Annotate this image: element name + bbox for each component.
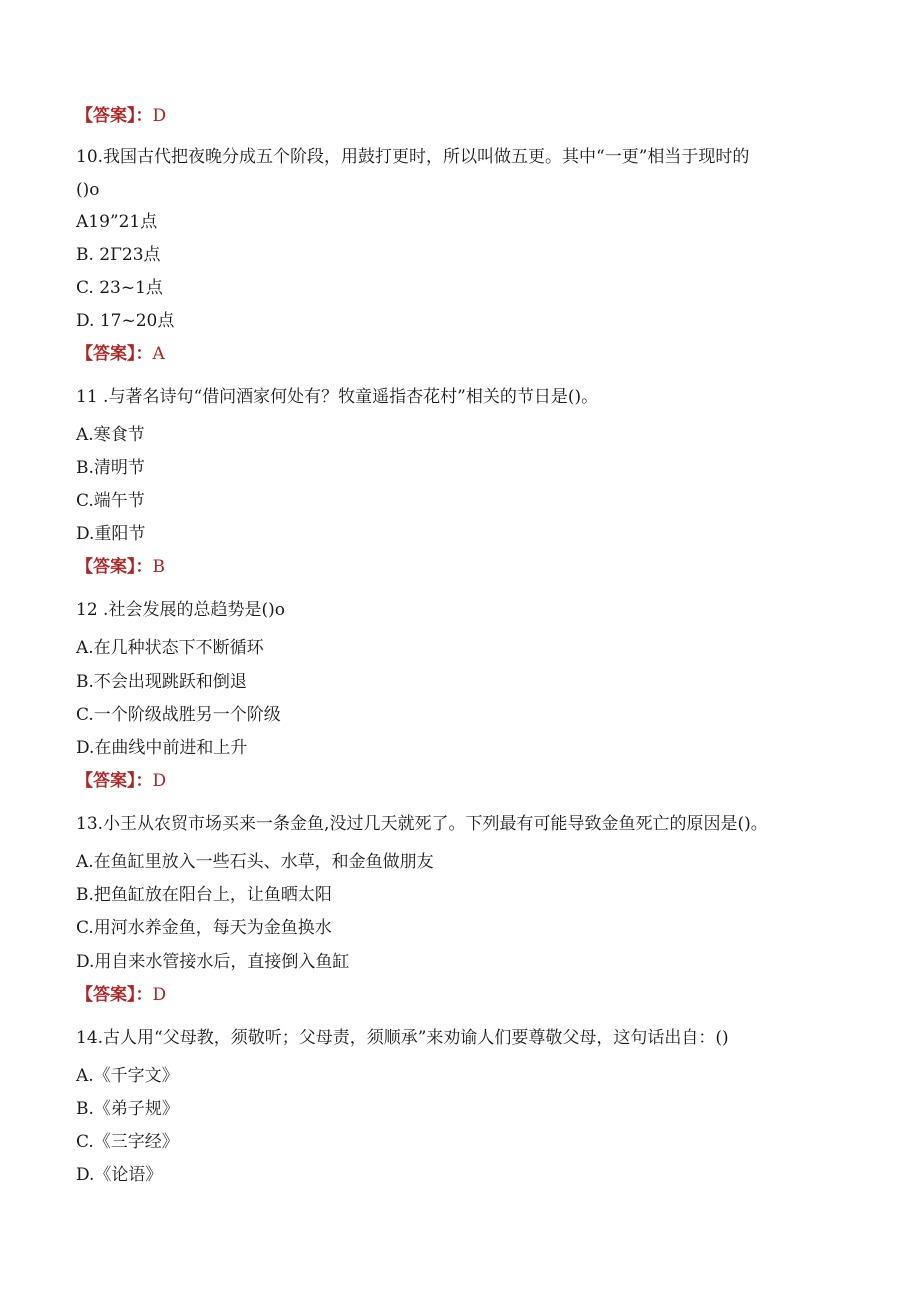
answer-line xyxy=(76,104,166,128)
option-d: D.《论语》 xyxy=(76,1165,163,1185)
option-c: C.一个阶级战胜另一个阶级 xyxy=(76,705,281,725)
question-10-text-cont: ()o xyxy=(76,180,100,200)
question-12-text: 12 .社会发展的总趋势是()o xyxy=(76,600,285,620)
option-b: B.《弟子规》 xyxy=(76,1099,179,1119)
option-a: A.寒食节 xyxy=(76,425,145,445)
answer-value: D xyxy=(152,106,167,126)
option-b: B.清明节 xyxy=(76,458,145,478)
option-d: D.在曲线中前进和上升 xyxy=(76,738,248,758)
option-b: B.把鱼缸放在阳台上，让鱼晒太阳 xyxy=(76,885,332,905)
answer-label: 【答案】： xyxy=(76,106,153,126)
answer-value: D xyxy=(152,771,167,791)
option-d: D. 17~20点 xyxy=(76,311,175,331)
answer-value: B xyxy=(152,557,165,577)
option-c: C. 23~1点 xyxy=(76,278,163,298)
question-14-text: 14.古人用“父母教，须敬听；父母责，须顺承”来劝谕人们要尊敬父母，这句话出自：() xyxy=(76,1028,729,1048)
option-a: A.在几种状态下不断循环 xyxy=(76,638,264,658)
option-d: D.用自来水管接水后，直接倒入鱼缸 xyxy=(76,952,350,972)
option-a: A.在鱼缸里放入一些石头、水草，和金鱼做朋友 xyxy=(76,852,434,872)
option-b: B.不会出现跳跃和倒退 xyxy=(76,672,247,692)
answer-line xyxy=(76,342,165,366)
option-b: B. 2Γ23点 xyxy=(76,245,161,265)
answer-label: 【答案】： xyxy=(76,771,153,791)
answer-value: D xyxy=(152,985,167,1005)
question-13-text: 13.小王从农贸市场买来一条金鱼,没过几天就死了。下列最有可能导致金鱼死亡的原因是()。 xyxy=(76,814,768,834)
answer-line xyxy=(76,555,165,579)
question-10-text: 10.我国古代把夜晚分成五个阶段，用鼓打更时，所以叫做五更。其中“一更”相当于现时的 xyxy=(76,147,750,167)
answer-label: 【答案】： xyxy=(76,985,153,1005)
answer-value: A xyxy=(152,344,165,364)
answer-line xyxy=(76,983,166,1007)
option-c: C.端午节 xyxy=(76,491,145,511)
option-d: D.重阳节 xyxy=(76,524,146,544)
answer-label: 【答案】： xyxy=(76,344,153,364)
option-a: A.《千字文》 xyxy=(76,1066,179,1086)
answer-line xyxy=(76,769,166,793)
option-c: C.用河水养金鱼，每天为金鱼换水 xyxy=(76,918,332,938)
answer-label: 【答案】： xyxy=(76,557,153,577)
question-11-text: 11 .与著名诗句“借问酒家何处有？牧童遥指杏花村”相关的节日是()。 xyxy=(76,387,599,407)
option-a: A19”21点 xyxy=(76,212,158,232)
option-c: C.《三字经》 xyxy=(76,1132,179,1152)
